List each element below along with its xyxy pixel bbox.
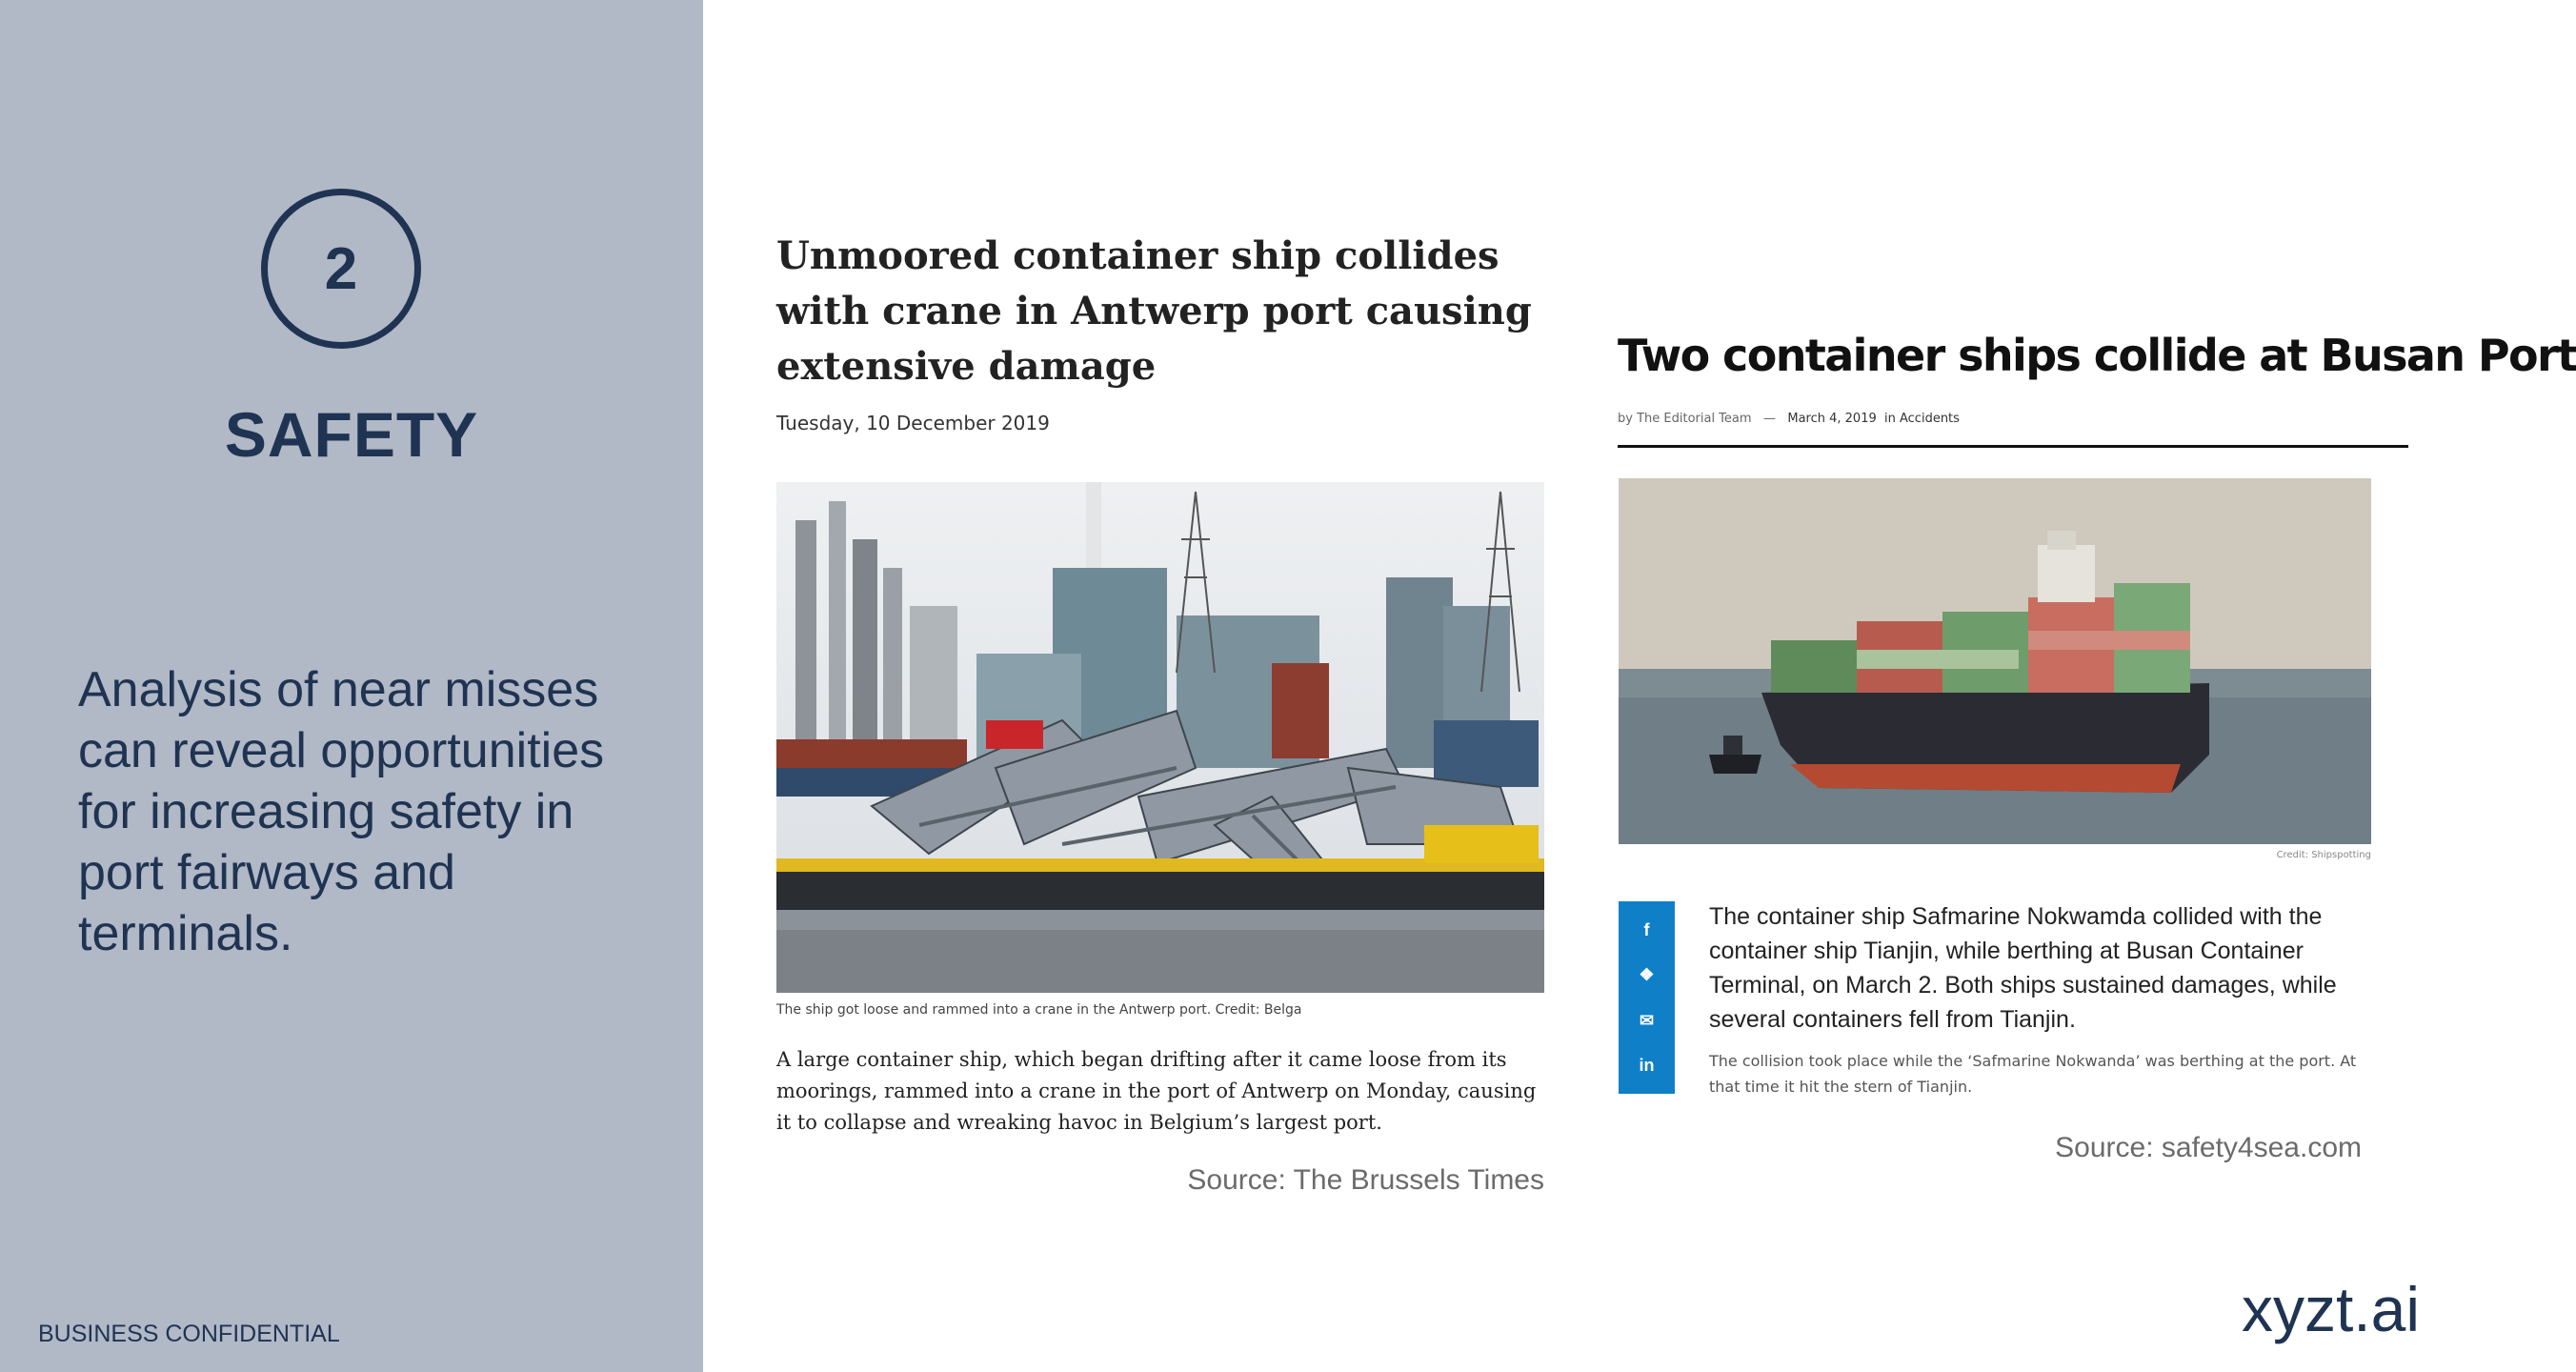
section-title: SAFETY	[224, 399, 479, 470]
left-panel	[0, 0, 703, 1372]
article2-lead: The container ship Safmarine Nokwamda collided with the container ship Tianjin, while berthing at Busan Container Terminal, on March 2. Both ships sustained damages, while several containers fell from Tianjin.	[1709, 903, 2337, 1033]
article2-source: Source: safety4sea.com	[2055, 1132, 2362, 1163]
article2-category[interactable]: in Accidents	[1884, 412, 1960, 426]
article2-title: Two container ships collide at Busan Port	[1618, 330, 2576, 381]
facebook-icon[interactable]: f	[1643, 919, 1650, 939]
article1-title: Unmoored container ship collides with crane in Antwerp port causing extensive damage	[776, 233, 1532, 389]
article2-date: March 4, 2019	[1787, 412, 1877, 426]
article2-author[interactable]: by The Editorial Team	[1618, 412, 1752, 426]
analysis-text: Analysis of near misses can reveal opportunities for increasing safety in port fairways and terminals.	[78, 662, 605, 961]
article2-photo	[1619, 478, 2371, 844]
twitter-icon[interactable]: ❖	[1639, 965, 1655, 985]
article1-source: Source: The Brussels Times	[1187, 1164, 1544, 1196]
article2-credit: Credit: Shipspotting	[2276, 850, 2371, 860]
article2-body: The collision took place while the ‘Safmarine Nokwanda’ was berthing at the port. At that time it hit the stern of Tianjin.	[1709, 1052, 2357, 1096]
article2-meta-separator: —	[1762, 412, 1776, 426]
article1-caption: The ship got loose and rammed into a crane in the Antwerp port. Credit: Belga	[776, 1002, 1302, 1018]
confidential-label: BUSINESS CONFIDENTIAL	[38, 1321, 340, 1347]
article1-body: A large container ship, which began drifting after it came loose from its moorings, rammed into a crane in the port of Antwerp on Monday, causing it to collapse and wreaking havoc in Belgium’s largest port.	[776, 1048, 1537, 1134]
article2-divider	[1618, 445, 2408, 448]
section-number-badge	[261, 189, 421, 349]
section-number: 2	[324, 235, 358, 302]
article1-date: Tuesday, 10 December 2019	[776, 412, 1050, 434]
linkedin-icon[interactable]: in	[1639, 1056, 1655, 1076]
share-bar	[1619, 901, 1675, 1094]
article1-photo	[776, 482, 1544, 993]
brand-logo: xyzt.ai	[2241, 1274, 2420, 1344]
email-icon[interactable]: ✉	[1639, 1010, 1655, 1030]
article2-meta	[1618, 412, 1960, 426]
